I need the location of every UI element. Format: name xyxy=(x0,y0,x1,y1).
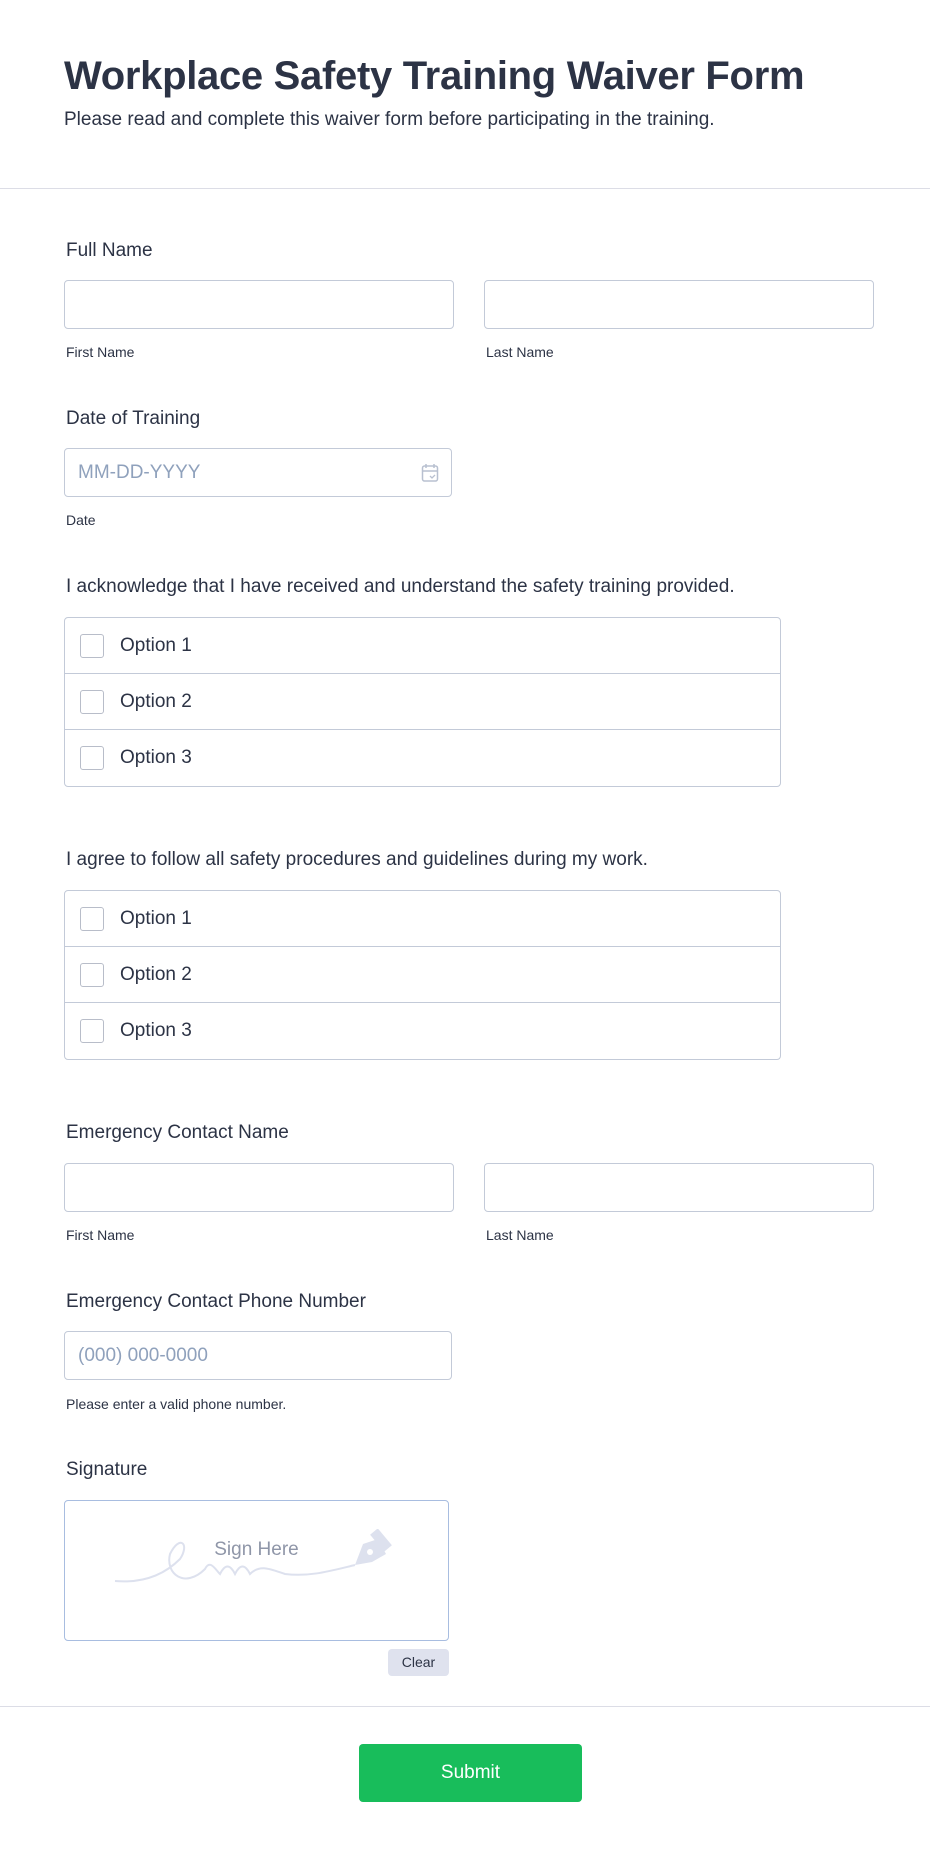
emergency-last-sublabel: Last Name xyxy=(486,1227,554,1243)
emergency-last-name-input[interactable] xyxy=(484,1163,874,1212)
last-name-sublabel: Last Name xyxy=(486,344,554,360)
first-name-sublabel: First Name xyxy=(66,344,135,360)
option-label: Option 2 xyxy=(120,963,192,985)
phone-label: Emergency Contact Phone Number xyxy=(66,1291,366,1312)
agree-checkbox-group xyxy=(64,890,781,1060)
phone-input[interactable] xyxy=(64,1331,452,1380)
option-label: Option 3 xyxy=(120,747,192,768)
option-label: Option 1 xyxy=(120,634,192,656)
calendar-icon[interactable] xyxy=(421,463,439,483)
date-sublabel: Date xyxy=(66,512,96,528)
emergency-first-sublabel: First Name xyxy=(66,1227,135,1243)
emergency-first-name-input[interactable] xyxy=(64,1163,454,1212)
clear-signature-button[interactable]: Clear xyxy=(388,1649,449,1676)
option-label: Option 1 xyxy=(120,907,192,929)
agree-label: I agree to follow all safety procedures and guidelines during my work. xyxy=(66,849,648,870)
signature-pad[interactable] xyxy=(64,1500,449,1641)
agree-option-1[interactable] xyxy=(65,891,780,947)
footer-divider xyxy=(0,1706,930,1707)
ack-option-3[interactable] xyxy=(65,730,780,786)
checkbox[interactable] xyxy=(80,634,104,658)
last-name-input[interactable] xyxy=(484,280,874,329)
page-title: Workplace Safety Training Waiver Form xyxy=(64,54,805,98)
header-divider xyxy=(0,188,930,189)
agree-option-2[interactable] xyxy=(65,947,780,1003)
date-placeholder: MM-DD-YYYY xyxy=(78,462,201,483)
date-input[interactable] xyxy=(64,448,452,497)
agree-option-3[interactable] xyxy=(65,1003,780,1059)
ack-label: I acknowledge that I have received and understand the safety training provided. xyxy=(66,576,735,597)
emergency-name-label: Emergency Contact Name xyxy=(66,1122,289,1143)
date-label: Date of Training xyxy=(66,408,201,429)
checkbox[interactable] xyxy=(80,1019,104,1043)
phone-placeholder: (000) 000-0000 xyxy=(78,1345,208,1366)
option-label: Option 2 xyxy=(120,690,192,712)
signature-label: Signature xyxy=(66,1459,148,1480)
sign-here-text: Sign Here xyxy=(214,1539,299,1560)
full-name-label: Full Name xyxy=(66,240,153,261)
checkbox[interactable] xyxy=(80,963,104,987)
submit-button[interactable]: Submit xyxy=(359,1744,582,1802)
ack-option-1[interactable] xyxy=(65,618,780,674)
ack-option-2[interactable] xyxy=(65,674,780,730)
first-name-input[interactable] xyxy=(64,280,454,329)
phone-help: Please enter a valid phone number. xyxy=(66,1396,287,1412)
ack-checkbox-group xyxy=(64,617,781,787)
page-subtitle: Please read and complete this waiver form before participating in the training. xyxy=(64,109,715,130)
checkbox[interactable] xyxy=(80,690,104,714)
checkbox[interactable] xyxy=(80,907,104,931)
checkbox[interactable] xyxy=(80,746,104,770)
option-label: Option 3 xyxy=(120,1020,192,1041)
